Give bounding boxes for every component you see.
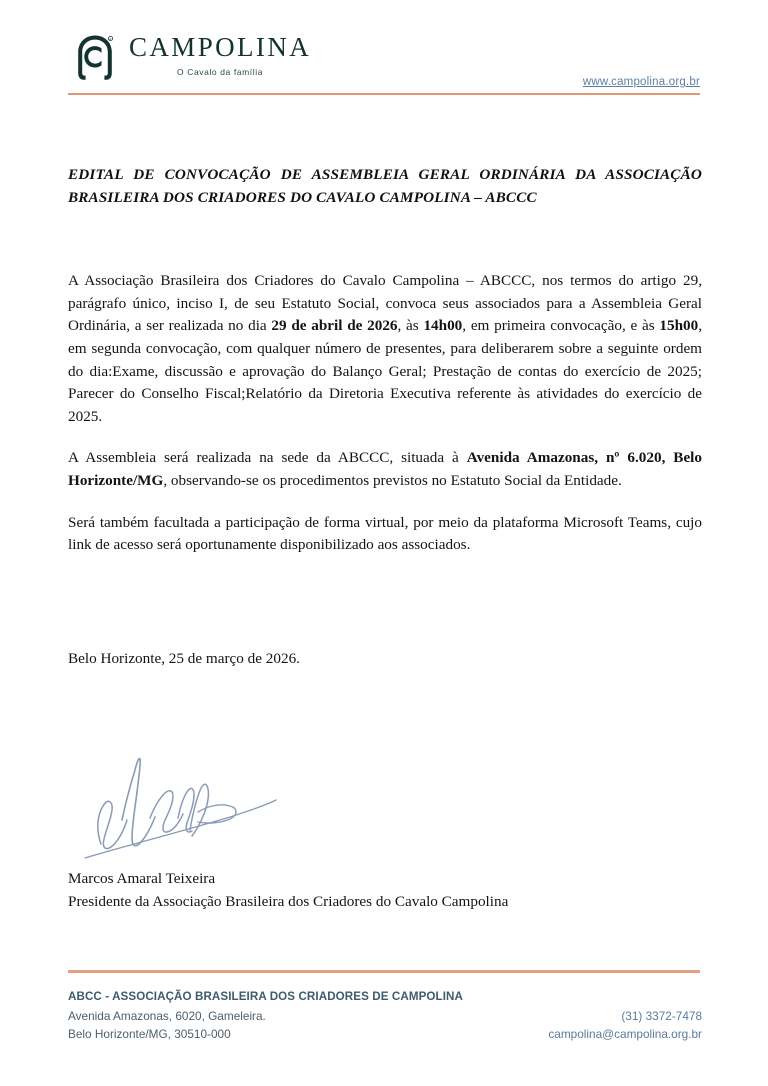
date-line: Belo Horizonte, 25 de março de 2026.: [68, 650, 300, 667]
paragraph-venue: [68, 447, 702, 492]
footer-email[interactable]: campolina@campolina.org.br: [548, 1027, 702, 1042]
p1-text-3: , em primeira convocação, e às: [462, 317, 660, 335]
signer-block: [68, 868, 508, 914]
website-link[interactable]: www.campolina.org.br: [582, 76, 700, 88]
page-header: [0, 0, 768, 104]
p1-bold-date: 29 de abril de 2026: [271, 317, 398, 335]
footer-phone[interactable]: (31) 3372-7478: [621, 1009, 702, 1023]
p1-text-1: A Associação Brasileira dos Criadores do Cavalo Campolina – ABCCC, nos termos do artigo 29, parágrafo único, inciso I, de seu Estatuto Social, convoca seus associados para a Assembleia Geral Ordinária, a ser realizada no dia: [68, 272, 702, 335]
brand-logo: [72, 30, 311, 82]
p1-text-4: , em segunda convocação, com qualquer número de presentes, para deliberarem sobre a seguinte ordem do dia:Exame, discussão e aprovação do Balanço Geral; Prestação de contas do exercício de 2025; Parecer do Conselho Fiscal;Relatório da Diretoria Executiva referente às atividades do exercício de 2025.: [68, 317, 702, 425]
paragraph-convocation: [68, 270, 702, 428]
p2-text-2: , observando-se os procedimentos previstos no Estatuto Social da Entidade.: [163, 472, 622, 490]
footer-address-line-2: Belo Horizonte/MG, 30510-000: [68, 1027, 231, 1042]
page-footer: [68, 990, 702, 1044]
header-divider: [68, 93, 700, 95]
document-body: [68, 270, 702, 576]
p1-bold-time-first: 14h00: [423, 317, 463, 335]
p1-text-2: , às: [397, 317, 424, 335]
p1-bold-time-second: 15h00: [659, 317, 699, 335]
paragraph-virtual-participation: Será também facultada a participação de forma virtual, por meio da plataforma Microsoft Teams, cujo link de acesso será oportunamente disponibilizado aos associados.: [68, 513, 702, 554]
footer-contact: [548, 1007, 702, 1044]
handwritten-signature-icon: [80, 746, 290, 864]
signer-name: Marcos Amaral Teixeira: [68, 870, 216, 887]
logo-tagline: O Cavalo da família: [177, 67, 264, 77]
signer-title: Presidente da Associação Brasileira dos Criadores do Cavalo Campolina: [68, 892, 509, 910]
p2-bold-address: Avenida Amazonas, nº 6.020, Belo Horizonte/MG: [68, 449, 702, 490]
footer-address-line-1: Avenida Amazonas, 6020, Gameleira.: [68, 1009, 266, 1023]
logo-wordmark: CAMPOLINA: [129, 32, 312, 62]
svg-text:R: R: [109, 37, 112, 41]
footer-organization-name: ABCC - ASSOCIAÇÃO BRASILEIRA DOS CRIADORES DE CAMPOLINA: [68, 990, 463, 1003]
footer-divider: [68, 970, 700, 973]
horse-head-c-logo-icon: [72, 32, 118, 84]
footer-address: [68, 1007, 266, 1044]
document-title: EDITAL DE CONVOCAÇÃO DE ASSEMBLEIA GERAL ORDINÁRIA DA ASSOCIAÇÃO BRASILEIRA DOS CRIADORES DO CAVALO CAMPOLINA – ABCCC: [68, 166, 702, 207]
p2-text-1: A Assembleia será realizada na sede da ABCCC, situada à: [68, 449, 467, 467]
